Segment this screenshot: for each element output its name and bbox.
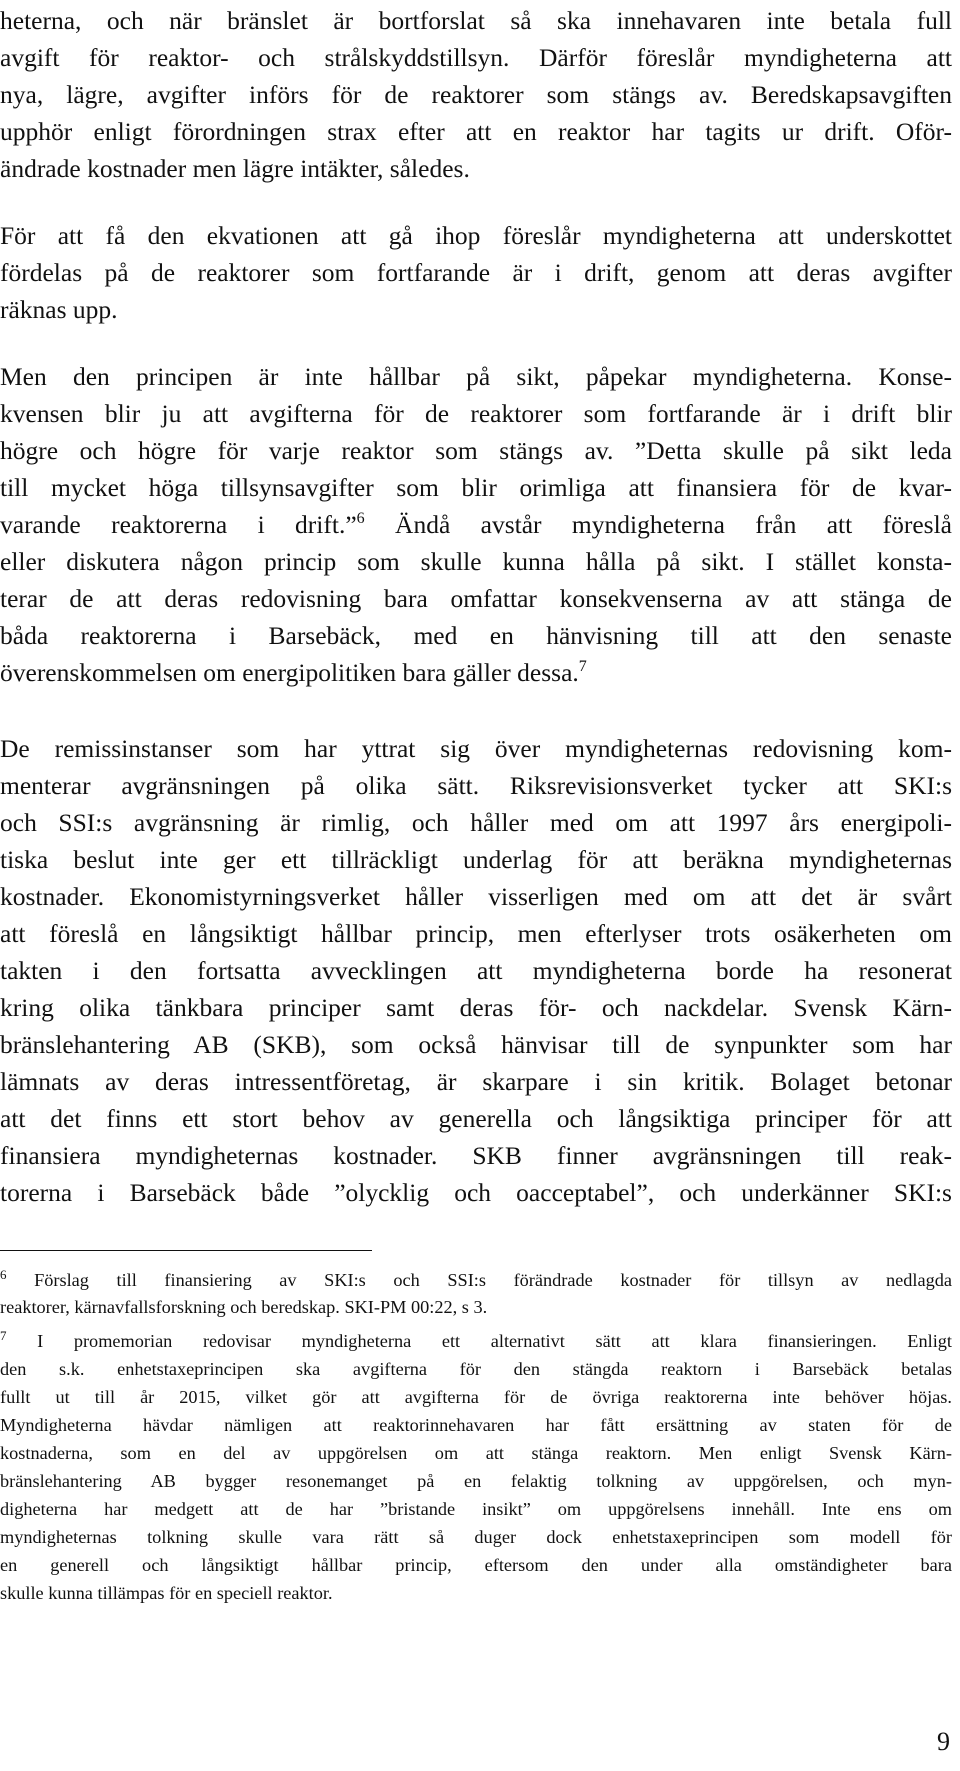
footnote-ref-6: 6 (356, 510, 365, 527)
footnote-7-text: I promemorian redovisar myndigheterna ett alternativt sätt att klara finansieringen. Enligt (6, 1331, 952, 1351)
paragraph-4-line: kring olika tänkbara principer samt deras för- och nackdelar. Svensk Kärn- (0, 993, 952, 1022)
footnote-7-line: Myndigheterna hävdar nämligen att reaktorinnehavaren har fått ersättning av staten för de (0, 1415, 952, 1435)
paragraph-3-text: varande reaktorerna i drift.” (0, 510, 357, 539)
paragraph-3-line (0, 658, 952, 688)
footnote-ref-7: 7 (578, 658, 587, 675)
paragraph-4-line: lämnats av deras intressentföretag, är skarpare i sin kritik. Bolaget betonar (0, 1067, 952, 1096)
footnote-7-line: bränslehantering AB bygger resonemanget på en felaktig tolkning av uppgörelsen, och myn- (0, 1471, 952, 1491)
paragraph-2-line: räknas upp. (0, 295, 118, 324)
paragraph-3-line: högre och högre för varje reaktor som stängs av. ”Detta skulle på sikt leda (0, 436, 952, 465)
paragraph-4-line: torerna i Barsebäck både ”olycklig och oacceptabel”, och underkänner SKI:s (0, 1178, 952, 1207)
footnote-7-line: den s.k. enhetstaxeprincipen ska avgifterna för den stängda reaktorn i Barsebäck betalas (0, 1359, 952, 1379)
footnote-7-line: fullt ut till år 2015, vilket gör att avgifterna för de övriga reaktorerna inte behöver höjas. (0, 1387, 952, 1407)
paragraph-3-text: Ändå avstår myndigheterna från att föreslå (364, 510, 952, 539)
paragraph-3-line: Men den principen är inte hållbar på sikt, påpekar myndigheterna. Konse- (0, 362, 952, 391)
footnote-6-text: Förslag till finansiering av SKI:s och SSI:s förändrade kostnader för tillsyn av nedlagda (6, 1270, 952, 1290)
paragraph-2-line: fördelas på de reaktorer som fortfarande är i drift, genom att deras avgifter (0, 258, 952, 287)
paragraph-4-line: att föreslå en långsiktigt hållbar princip, men efterlyser trots osäkerheten om (0, 919, 952, 948)
page-number: 9 (937, 1727, 950, 1756)
footnote-7-line: myndigheternas tolkning skulle vara rätt så duger dock enhetstaxeprincipen som modell för (0, 1527, 952, 1547)
paragraph-3-line: kvensen blir ju att avgifterna för de reaktorer som fortfarande är i drift blir (0, 399, 952, 428)
footnote-7-line (0, 1330, 952, 1352)
footnote-7-line: en generell och långsiktigt hållbar princip, eftersom den under alla omständigheter bara (0, 1555, 952, 1575)
paragraph-4-line: kostnader. Ekonomistyrningsverket håller visserligen med om att det är svårt (0, 882, 952, 911)
footnote-7-marker: 7 (0, 1328, 7, 1343)
paragraph-3-line: eller diskutera någon princip som skulle kunna hålla på sikt. I stället konsta- (0, 547, 952, 576)
paragraph-3-line: terar de att deras redovisning bara omfattar konsekvenserna av att stänga de (0, 584, 952, 613)
paragraph-4-line: takten i den fortsatta avvecklingen att myndigheterna borde ha resonerat (0, 956, 952, 985)
paragraph-3-line: båda reaktorerna i Barsebäck, med en hänvisning till att den senaste (0, 621, 952, 650)
footnote-6-line (0, 1269, 952, 1291)
footnote-6-line: reaktorer, kärnavfallsforskning och beredskap. SKI-PM 00:22, s 3. (0, 1297, 488, 1317)
paragraph-1-line: upphör enligt förordningen strax efter att en reaktor har tagits ur drift. Oför- (0, 117, 952, 146)
paragraph-3-line (0, 510, 952, 540)
paragraph-4-line: finansiera myndigheternas kostnader. SKB finner avgränsningen till reak- (0, 1141, 952, 1170)
footnote-7-line: kostnaderna, som en del av uppgörelsen om att stänga reaktorn. Men enligt Svensk Kärn- (0, 1443, 952, 1463)
footnote-7-line: digheterna har medgett att de har ”bristande insikt” om uppgörelsens innehåll. Inte ens om (0, 1499, 952, 1519)
paragraph-3-text: överenskommelsen om energipolitiken bara gäller dessa. (0, 658, 579, 687)
paragraph-1-line: heterna, och när bränslet är bortforslat så ska innehavaren inte betala full (0, 6, 952, 35)
paragraph-1-line: ändrade kostnader men lägre intäkter, således. (0, 154, 470, 183)
paragraph-1-line: nya, lägre, avgifter införs för de reaktorer som stängs av. Beredskapsavgiften (0, 80, 952, 109)
paragraph-3-line: till mycket höga tillsynsavgifter som blir orimliga att finansiera för de kvar- (0, 473, 952, 502)
paragraph-4-line: och SSI:s avgränsning är rimlig, och håller med om att 1997 års energipoli- (0, 808, 952, 837)
paragraph-1-line: avgift för reaktor- och strålskyddstillsyn. Därför föreslår myndigheterna att (0, 43, 952, 72)
paragraph-4-line: bränslehantering AB (SKB), som också hänvisar till de synpunkter som har (0, 1030, 952, 1059)
footnote-6-marker: 6 (0, 1267, 7, 1282)
paragraph-4-line: De remissinstanser som har yttrat sig över myndigheternas redovisning kom- (0, 734, 952, 763)
paragraph-4-line: att det finns ett stort behov av generella och långsiktiga principer för att (0, 1104, 952, 1133)
paragraph-4-line: tiska beslut inte ger ett tillräckligt underlag för att beräkna myndigheternas (0, 845, 952, 874)
paragraph-2-line: För att få den ekvationen att gå ihop föreslår myndigheterna att underskottet (0, 221, 952, 250)
footnote-7-line: skulle kunna tillämpas för en speciell reaktor. (0, 1583, 333, 1603)
footnote-separator (0, 1250, 372, 1251)
paragraph-4-line: menterar avgränsningen på olika sätt. Riksrevisionsverket tycker att SKI:s (0, 771, 952, 800)
